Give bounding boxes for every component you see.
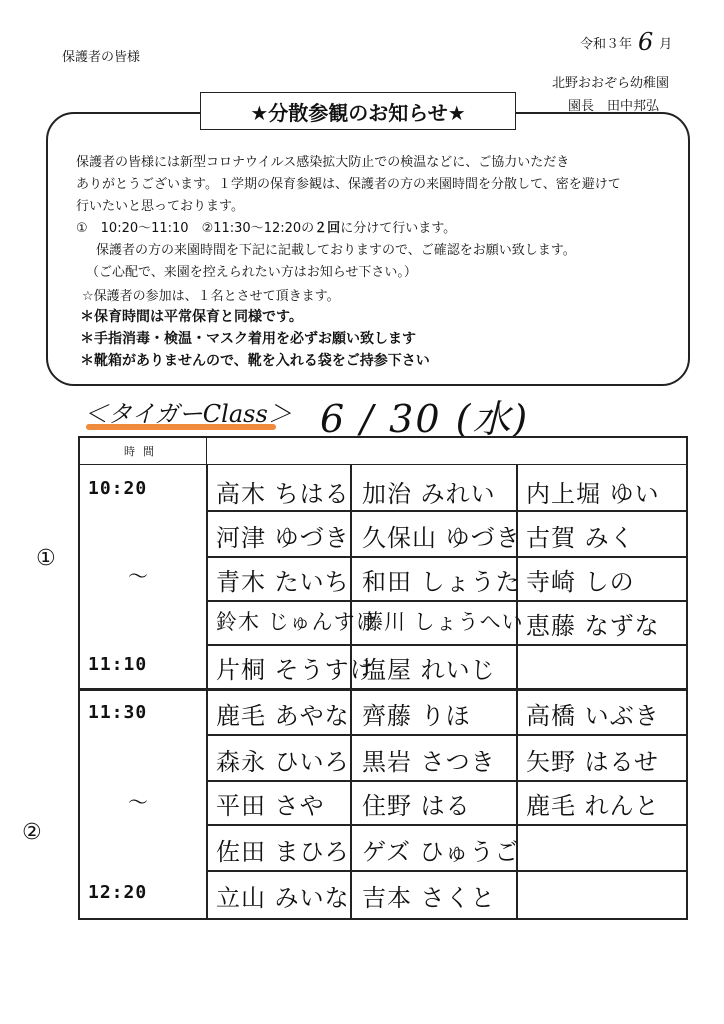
table-header bbox=[80, 438, 686, 465]
row-divider bbox=[206, 734, 686, 736]
child-name: 河津 ゆづき bbox=[216, 524, 350, 552]
notice-line-1: 保護者の皆様には新型コロナウイルス感染拡大防止での検温などに、ご協力いただき bbox=[76, 155, 570, 170]
notice-line-4-a: ① 10:20〜11:10 ②11:30〜12:20の bbox=[76, 221, 315, 236]
group-1-end-time: 11:10 bbox=[88, 654, 148, 675]
child-name: 高木 ちはる bbox=[216, 480, 350, 508]
time-column-divider bbox=[206, 464, 208, 918]
schedule-table bbox=[78, 436, 688, 920]
child-name: 齊藤 りほ bbox=[362, 702, 471, 730]
group-2-start-time: 11:30 bbox=[88, 702, 148, 723]
child-name: 青木 たいち bbox=[216, 568, 350, 596]
child-name: 鹿毛 あやな bbox=[216, 702, 350, 730]
rule-2: ＊手指消毒・検温・マスク着用を必ずお願い致します bbox=[80, 331, 416, 347]
child-name: 和田 しょうた bbox=[362, 568, 521, 596]
row-divider bbox=[206, 824, 686, 826]
notice-line-6: （ご心配で、来園を控えられたい方はお知らせ下さい。） bbox=[86, 265, 417, 280]
row-divider bbox=[206, 600, 686, 602]
row-divider bbox=[206, 870, 686, 872]
principal-name: 園長 田中邦弘 bbox=[568, 99, 660, 114]
row-divider bbox=[206, 556, 686, 558]
notice-line-4-b: ２回 bbox=[314, 221, 341, 236]
group-separator bbox=[80, 688, 686, 691]
child-name: 古賀 みく bbox=[526, 524, 635, 552]
group-2-marker: ② bbox=[22, 820, 42, 845]
row-divider bbox=[206, 780, 686, 782]
class-heading: ＜タイガーClass＞ bbox=[84, 400, 292, 428]
child-name: 内上堀 ゆい bbox=[526, 480, 660, 508]
notice-line-4-c: に分けて行います。 bbox=[340, 221, 457, 236]
notice-title: ★分散参観のお知らせ★ bbox=[200, 92, 516, 130]
group-1-marker: ① bbox=[36, 546, 56, 571]
notice-line-7: ☆保護者の参加は、１名とさせて頂きます。 bbox=[82, 289, 340, 304]
child-name: 黒岩 さつき bbox=[362, 748, 496, 776]
recipient: 保護者の皆様 bbox=[62, 50, 141, 65]
child-name: 佐田 まひろ bbox=[216, 838, 350, 866]
school-name: 北野おおぞら幼稚園 bbox=[552, 76, 670, 91]
child-name: 加治 みれい bbox=[362, 480, 496, 508]
child-name: 吉本 さくと bbox=[362, 884, 496, 912]
column-divider-1 bbox=[350, 464, 352, 918]
child-name: 鈴木 じゅんすけ bbox=[216, 610, 378, 634]
child-name: 森永 ひいろ bbox=[216, 748, 350, 776]
child-name: 立山 みいな bbox=[216, 884, 350, 912]
row-divider bbox=[206, 644, 686, 646]
child-name: 恵藤 なずな bbox=[526, 612, 660, 640]
group-1-tilde: 〜 bbox=[128, 564, 148, 588]
rule-1: ＊保育時間は平常保育と同様です。 bbox=[80, 309, 303, 325]
child-name: 高橋 いぶき bbox=[526, 702, 660, 730]
time-header: 時間 bbox=[80, 438, 207, 464]
notice-line-2: ありがとうございます。１学期の保育参観は、保護者の方の来園時間を分散して、密を避けて bbox=[76, 177, 621, 192]
group-1-start-time: 10:20 bbox=[88, 478, 148, 499]
rule-3: ＊靴箱がありませんので、靴を入れる袋をご持参下さい bbox=[80, 353, 430, 369]
notice-line-4 bbox=[76, 218, 456, 239]
child-name: 寺崎 しの bbox=[526, 568, 635, 596]
child-name: 片桐 そうすけ bbox=[216, 656, 375, 684]
child-name: 久保山 ゆづき bbox=[362, 524, 521, 552]
child-name: 藤川 しょうへい bbox=[362, 610, 524, 634]
child-name: 矢野 はるせ bbox=[526, 748, 659, 776]
child-name: 住野 はる bbox=[362, 792, 471, 820]
notice-line-3: 行いたいと思っております。 bbox=[76, 199, 244, 214]
row-divider bbox=[206, 510, 686, 512]
child-name: 鹿毛 れんと bbox=[526, 792, 660, 820]
child-name: ゲズ ひゅうご bbox=[362, 838, 520, 866]
child-name: 平田 さや bbox=[216, 792, 325, 820]
child-name: 塩屋 れいじ bbox=[362, 656, 496, 684]
date-prefix: 令和３年 bbox=[580, 37, 633, 52]
date-suffix: 月 bbox=[659, 37, 673, 52]
class-date: 6 / 30 (水) bbox=[320, 397, 530, 441]
group-2-end-time: 12:20 bbox=[88, 882, 148, 903]
date-month: 6 bbox=[638, 28, 654, 56]
group-2-tilde: 〜 bbox=[128, 790, 148, 814]
notice-line-5: 保護者の方の来園時間を下記に記載しておりますので、ご確認をお願い致します。 bbox=[96, 243, 576, 258]
date-line bbox=[580, 26, 672, 54]
